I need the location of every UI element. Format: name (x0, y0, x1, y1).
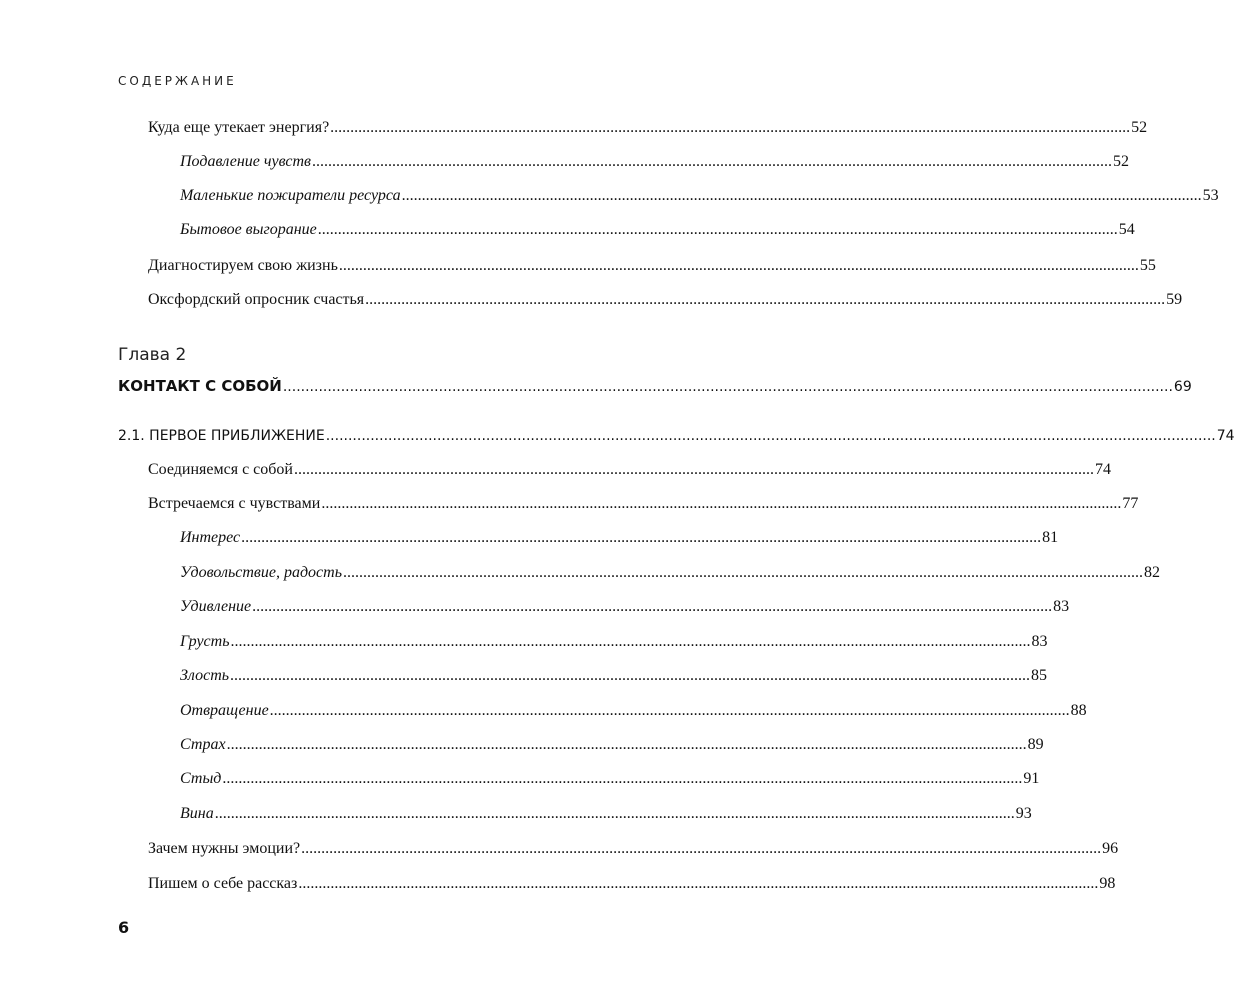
toc-subentry (180, 528, 1059, 548)
toc-entry-label: Грусть (180, 633, 230, 650)
section-title: 2.1. ПЕРВОЕ ПРИБЛИЖЕНИЕ (118, 428, 325, 444)
leader-dots: ........................................................................................................................................................................................................ (252, 598, 1053, 615)
toc-entry-label: Пишем о себе рассказ (148, 875, 298, 892)
toc-subentry (180, 701, 1087, 721)
leader-dots: ........................................................................................................................................................................................................ (214, 805, 1015, 822)
toc-entry-page: 74 (1094, 461, 1111, 478)
toc-entry-label: Куда еще утекает энергия? (148, 119, 330, 136)
leader-dots: ........................................................................................................................................................................................................ (325, 428, 1216, 444)
leader-dots: ........................................................................................................................................................................................................ (321, 495, 1122, 512)
leader-dots: ........................................................................................................................................................................................................ (282, 379, 1173, 395)
toc-entry-page: 88 (1070, 702, 1087, 719)
page-number: 6 (118, 918, 130, 937)
toc-entry-page: 69 (1173, 379, 1192, 395)
leader-dots: ........................................................................................................................................................................................................ (226, 736, 1027, 753)
toc-entry-label: Зачем нужны эмоции? (148, 840, 301, 857)
toc-entry-page: 98 (1099, 875, 1116, 892)
toc-subentry (180, 220, 1135, 240)
toc-entry-label: Подавление чувств (180, 153, 311, 170)
leader-dots: ........................................................................................................................................................................................................ (342, 564, 1143, 581)
toc-entry-page: 83 (1053, 598, 1070, 615)
toc-entry-label: Удовольствие, радость (180, 564, 342, 581)
toc-entry (148, 118, 1148, 138)
toc-entry-page: 52 (1112, 153, 1129, 170)
leader-dots: ........................................................................................................................................................................................................ (401, 187, 1202, 204)
toc-entry-page: 52 (1131, 119, 1148, 136)
toc-subentry (180, 769, 1040, 789)
toc-entry-page: 91 (1023, 770, 1040, 787)
toc-subentry (180, 563, 1160, 583)
toc-entry-label: Интерес (180, 529, 241, 546)
toc-entry-page: 74 (1216, 428, 1235, 444)
toc-subentry (180, 632, 1048, 652)
toc-subentry (180, 152, 1129, 172)
leader-dots: ........................................................................................................................................................................................................ (338, 257, 1139, 274)
toc-entry (148, 874, 1116, 894)
toc-entry-page: 59 (1166, 291, 1183, 308)
leader-dots: ........................................................................................................................................................................................................ (330, 119, 1131, 136)
toc-subentry (180, 735, 1044, 755)
toc-entry-page: 89 (1027, 736, 1044, 753)
section-entry (118, 426, 1235, 446)
toc-entry-page: 83 (1031, 633, 1048, 650)
toc-entry-label: Маленькие пожиратели ресурса (180, 187, 401, 204)
leader-dots: ........................................................................................................................................................................................................ (230, 667, 1031, 684)
toc-entry (148, 256, 1156, 276)
running-header: СОДЕРЖАНИЕ (118, 74, 237, 88)
leader-dots: ........................................................................................................................................................................................................ (241, 529, 1042, 546)
toc-entry-page: 93 (1015, 805, 1032, 822)
leader-dots: ........................................................................................................................................................................................................ (317, 221, 1118, 238)
toc-subentry (180, 597, 1070, 617)
toc-entry-page: 55 (1139, 257, 1156, 274)
toc-entry-page: 85 (1031, 667, 1048, 684)
toc-entry-label: Стыд (180, 770, 222, 787)
toc-subentry (180, 666, 1048, 686)
toc-entry-label: Бытовое выгорание (180, 221, 317, 238)
toc-entry-page: 82 (1143, 564, 1160, 581)
leader-dots: ........................................................................................................................................................................................................ (230, 633, 1031, 650)
toc-subentry (180, 186, 1219, 206)
chapter-title: КОНТАКТ С СОБОЙ (118, 377, 282, 395)
toc-subentry (180, 804, 1032, 824)
toc-entry-label: Встречаемся с чувствами (148, 495, 321, 512)
toc-entry-label: Соединяемся с собой (148, 461, 293, 478)
toc-entry-label: Диагностируем свою жизнь (148, 257, 338, 274)
toc-entry-page: 96 (1102, 840, 1119, 857)
leader-dots: ........................................................................................................................................................................................................ (293, 461, 1094, 478)
chapter-title-entry (118, 376, 1192, 397)
leader-dots: ........................................................................................................................................................................................................ (301, 840, 1102, 857)
toc-entry-page: 54 (1118, 221, 1135, 238)
leader-dots: ........................................................................................................................................................................................................ (365, 291, 1166, 308)
toc-entry-label: Вина (180, 805, 214, 822)
toc-entry-page: 53 (1202, 187, 1219, 204)
toc-entry-label: Оксфордский опросник счастья (148, 291, 365, 308)
toc-entry-label: Отвращение (180, 702, 269, 719)
toc-entry-page: 81 (1042, 529, 1059, 546)
toc-entry (148, 839, 1119, 859)
toc-entry-page: 77 (1122, 495, 1139, 512)
toc-entry (148, 494, 1139, 514)
toc-entry (148, 460, 1111, 480)
leader-dots: ........................................................................................................................................................................................................ (269, 702, 1070, 719)
toc-entry (148, 290, 1183, 310)
toc-entry-label: Злость (180, 667, 230, 684)
leader-dots: ........................................................................................................................................................................................................ (222, 770, 1023, 787)
leader-dots: ........................................................................................................................................................................................................ (311, 153, 1112, 170)
chapter-label: Глава 2 (118, 345, 187, 365)
toc-entry-label: Страх (180, 736, 226, 753)
toc-entry-label: Удивление (180, 598, 252, 615)
leader-dots: ........................................................................................................................................................................................................ (298, 875, 1099, 892)
